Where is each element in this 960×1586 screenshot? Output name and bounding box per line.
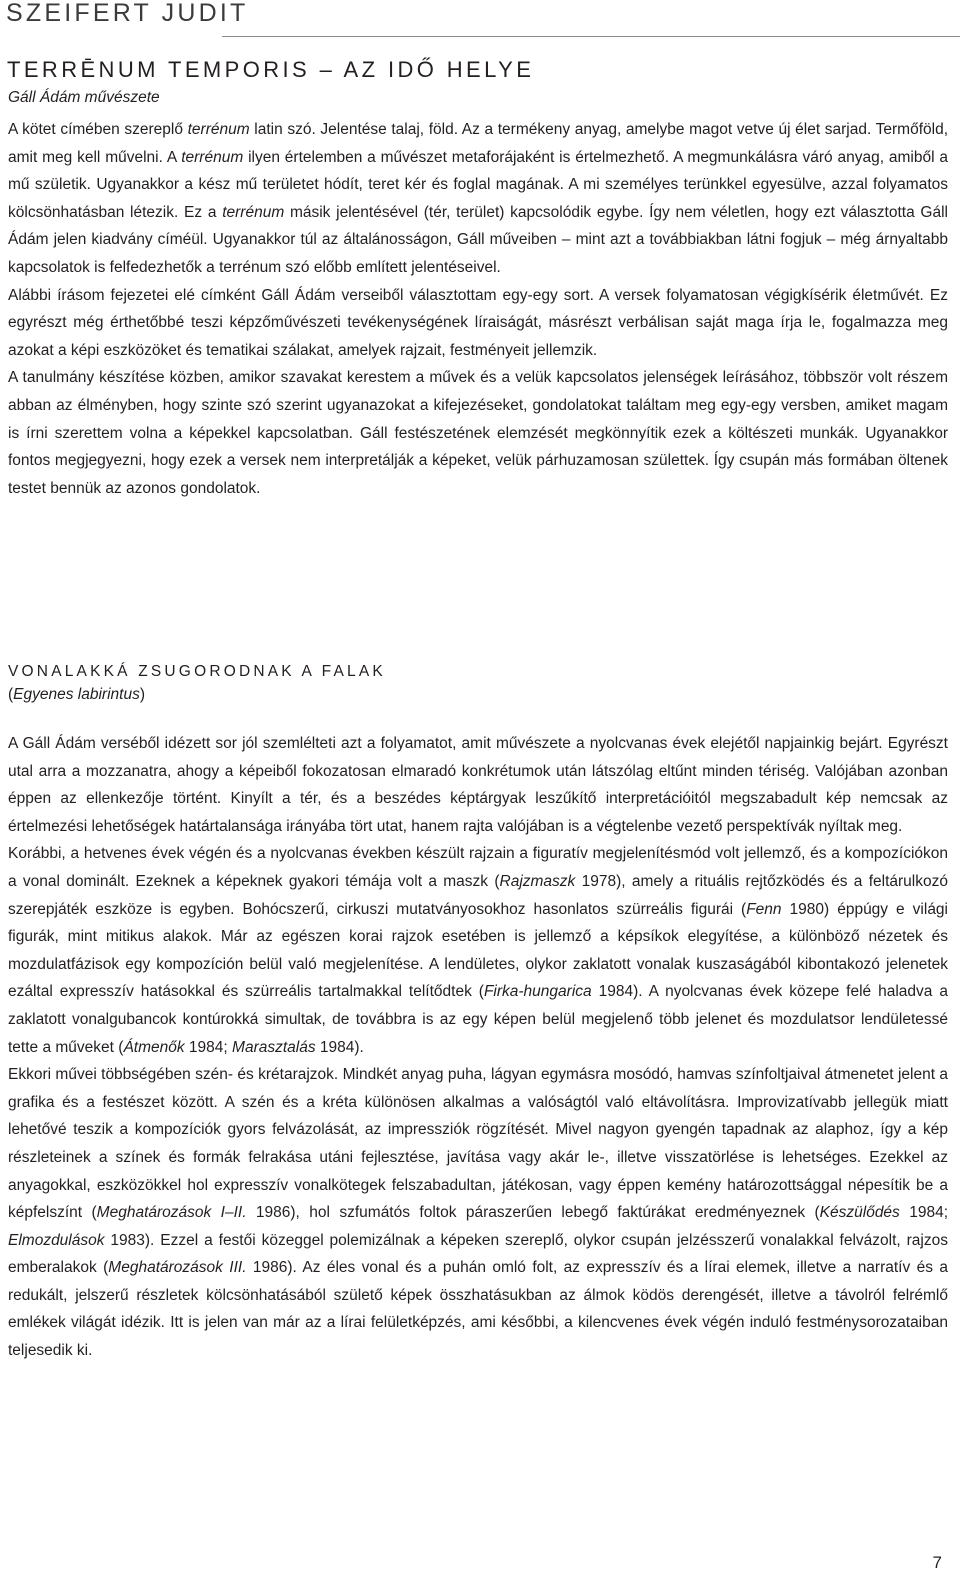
intro-section (8, 116, 948, 502)
intro-paragraph-3: A tanulmány készítése közben, amikor szavakat kerestem a művek és a velük kapcsolatos jelenségek leírásához, többször volt részem abban az élményben, hogy szinte szó szerint ugyanazokat a kifejezéseket, gondolatokat találtam meg egy-egy versben, amiket magam is írni szerettem volna a képekkel kapcsolatban. Gáll festészetének elemzését megkönnyítik ezek a költészeti munkák. Ugyanakkor fontos megjegyezni, hogy ezek a versek nem interpretálják a képeket, velük párhuzamosan születtek. Így csupán más formában öltenek testet bennük az azonos gondolatok. (8, 369, 948, 497)
chapter-paragraph-1: A Gáll Ádám verséből idézett sor jól szemlélteti azt a folyamatot, amit művészete a nyolcvanas évek elejétől napjainkig bejárt. Egyrészt utal arra a mozzanatra, ahogy a képeiből fokozatosan elmaradó konkrétumok után látszólag eltűnt minden tériség. Valójában azonban éppen az ellenkezője történt. Kinyílt a tér, és a beszédes képtárgyak leszűkítő interpretációitól megszabadult kép nemcsak az értelmezési lehetőségek határtalansága irányába tört utat, hanem rajta valójában is a végtelenbe vezető perspektívák nyíltak meg. (8, 735, 948, 835)
article-subtitle: Gáll Ádám művészete (8, 89, 160, 106)
article-title: TERRĒNUM TEMPORIS – AZ IDŐ HELYE (7, 57, 535, 82)
chapter-heading: VONALAKKÁ ZSUGORODNAK A FALAK (8, 663, 386, 680)
chapter-paragraph-3: Ekkori művei többségében szén- és krétarajzok. Mindkét anyag puha, lágyan egymásra mosódó, hamvas színfoltjaival átmenetet jelent a grafika és a festészet között. A szén és a kréta különösen alkalmas a valóságtól való eltávolításra. Improvizatívabb jellegük miatt lehetővé teszik a kompozíciók gyors felvázolását, az impressziók rögzítését. Mivel nagyon gyengén tapadnak az alaphoz, így a kép részleteinek a színek és formák felrakása utáni fejlesztése, javítása vagy akár le-, illetve visszatörlése is lehetséges. Ezekkel az anyagokkal, eszközökkel hol expresszív vonalkötegek felszabadultan, játékosan, vagy éppen kemény határozottsággal népesítik be a képfelszínt (Meghatározások I–II. 1986), hol szfumátós foltok páraszerűen lebegő faktúrákat eredményeznek (Készülődés 1984; Elmozdulások 1983). Ezzel a festői közeggel polemizálnak a képeken szereplő, olykor csupán jelzésszerű vonalakkal felvázolt, rajzos emberalakok (Meghatározások III. 1986). Az éles vonal és a puhán omló folt, az expresszív és a lírai elemek, illetve a narratív és a redukált, jelszerű részletek kölcsönhatásából születő képek összhatásukban az álmok ködös derengését, illetve a távolról felrémlő emlékek világát idézik. Itt is jelen van már az a lírai felületképzés, ami későbbi, a kilencvenes évek végén induló festménysorozataiban teljesedik ki. (8, 1066, 949, 1360)
page-number: 7 (932, 1553, 942, 1572)
chapter-subheading: (Egyenes labirintus) (8, 686, 146, 703)
author-name: SZEIFERT JUDIT (6, 0, 249, 27)
chapter-paragraph-2: Korábbi, a hetvenes évek végén és a nyolcvanas években készült rajzain a figuratív megjelenítésmód volt jellemző, és a kompozíciókon a vonal dominált. Ezeknek a képeknek gyakori témája volt a maszk (Rajzmaszk 1978), amely a rituális rejtőzködés és a feltárulkozó szerepjáték eszköze is egyben. Bohócszerű, cirkuszi mutatványosokhoz hasonlatos szürreális figurái (Fenn 1980) éppúgy e világi figurák, mint mitikus alakok. Már az egészen korai rajzok esetében is jellemző a képsíkok elegyítése, a különböző nézetek és mozdulatfázisok egy kompozíción belül való megjelenítése. A lendületes, olykor zaklatott vonalak kuszaságából kibontakozó jelenetek ezáltal expresszív hatásokkal és szürreális tartalmakkal telítődtek (Firka-hungarica 1984). A nyolcvanas évek közepe felé haladva a zaklatott vonalgubancok kontúrokká simultak, de továbbra is az egy képen belül megjelenő több jelenet és mozdulatsor lendületessé tette a műveket (Átmenők 1984; Marasztalás 1984). (8, 845, 948, 1056)
intro-paragraph-1: A kötet címében szereplő terrénum latin szó. Jelentése talaj, föld. Az a termékeny anyag, amelybe magot vetve új élet sarjad. Termőföld, amit meg kell művelni. A terrénum ilyen értelemben a művészet metaforájaként is értelmezhető. A megmunkálásra váró anyag, amiből a mű születik. Ugyanakkor a kész mű területet hódít, teret kér és foglal magának. A mi személyes terünkkel egyesülve, azzal folyamatos kölcsönhatásban létezik. Ez a terrénum másik jelentésével (tér, terület) kapcsolódik egybe. Így nem véletlen, hogy ezt választotta Gáll Ádám jelen kiadvány címéül. Ugyanakkor túl az általánosságon, Gáll műveiben – mint azt a továbbiakban látni fogjuk – még árnyaltabb kapcsolatok is felfedezhetők a terrénum szó előbb említett jelentéseivel. (8, 121, 949, 276)
chapter-section (8, 661, 948, 1365)
header-rule (222, 36, 960, 37)
intro-paragraph-2: Alábbi írásom fejezetei elé címként Gáll Ádám verseiből választottam egy-egy sort. A versek folyamatosan végigkísérik életművét. Ez egyrészt még érthetőbbé teszi képzőművészeti tevékenységének líraiságát, másrészt verbálisan saját maga írja le, fogalmazza meg azokat a képi eszközöket és tematikai szálakat, amelyek rajzait, festményeit jellemzik. (8, 286, 948, 359)
